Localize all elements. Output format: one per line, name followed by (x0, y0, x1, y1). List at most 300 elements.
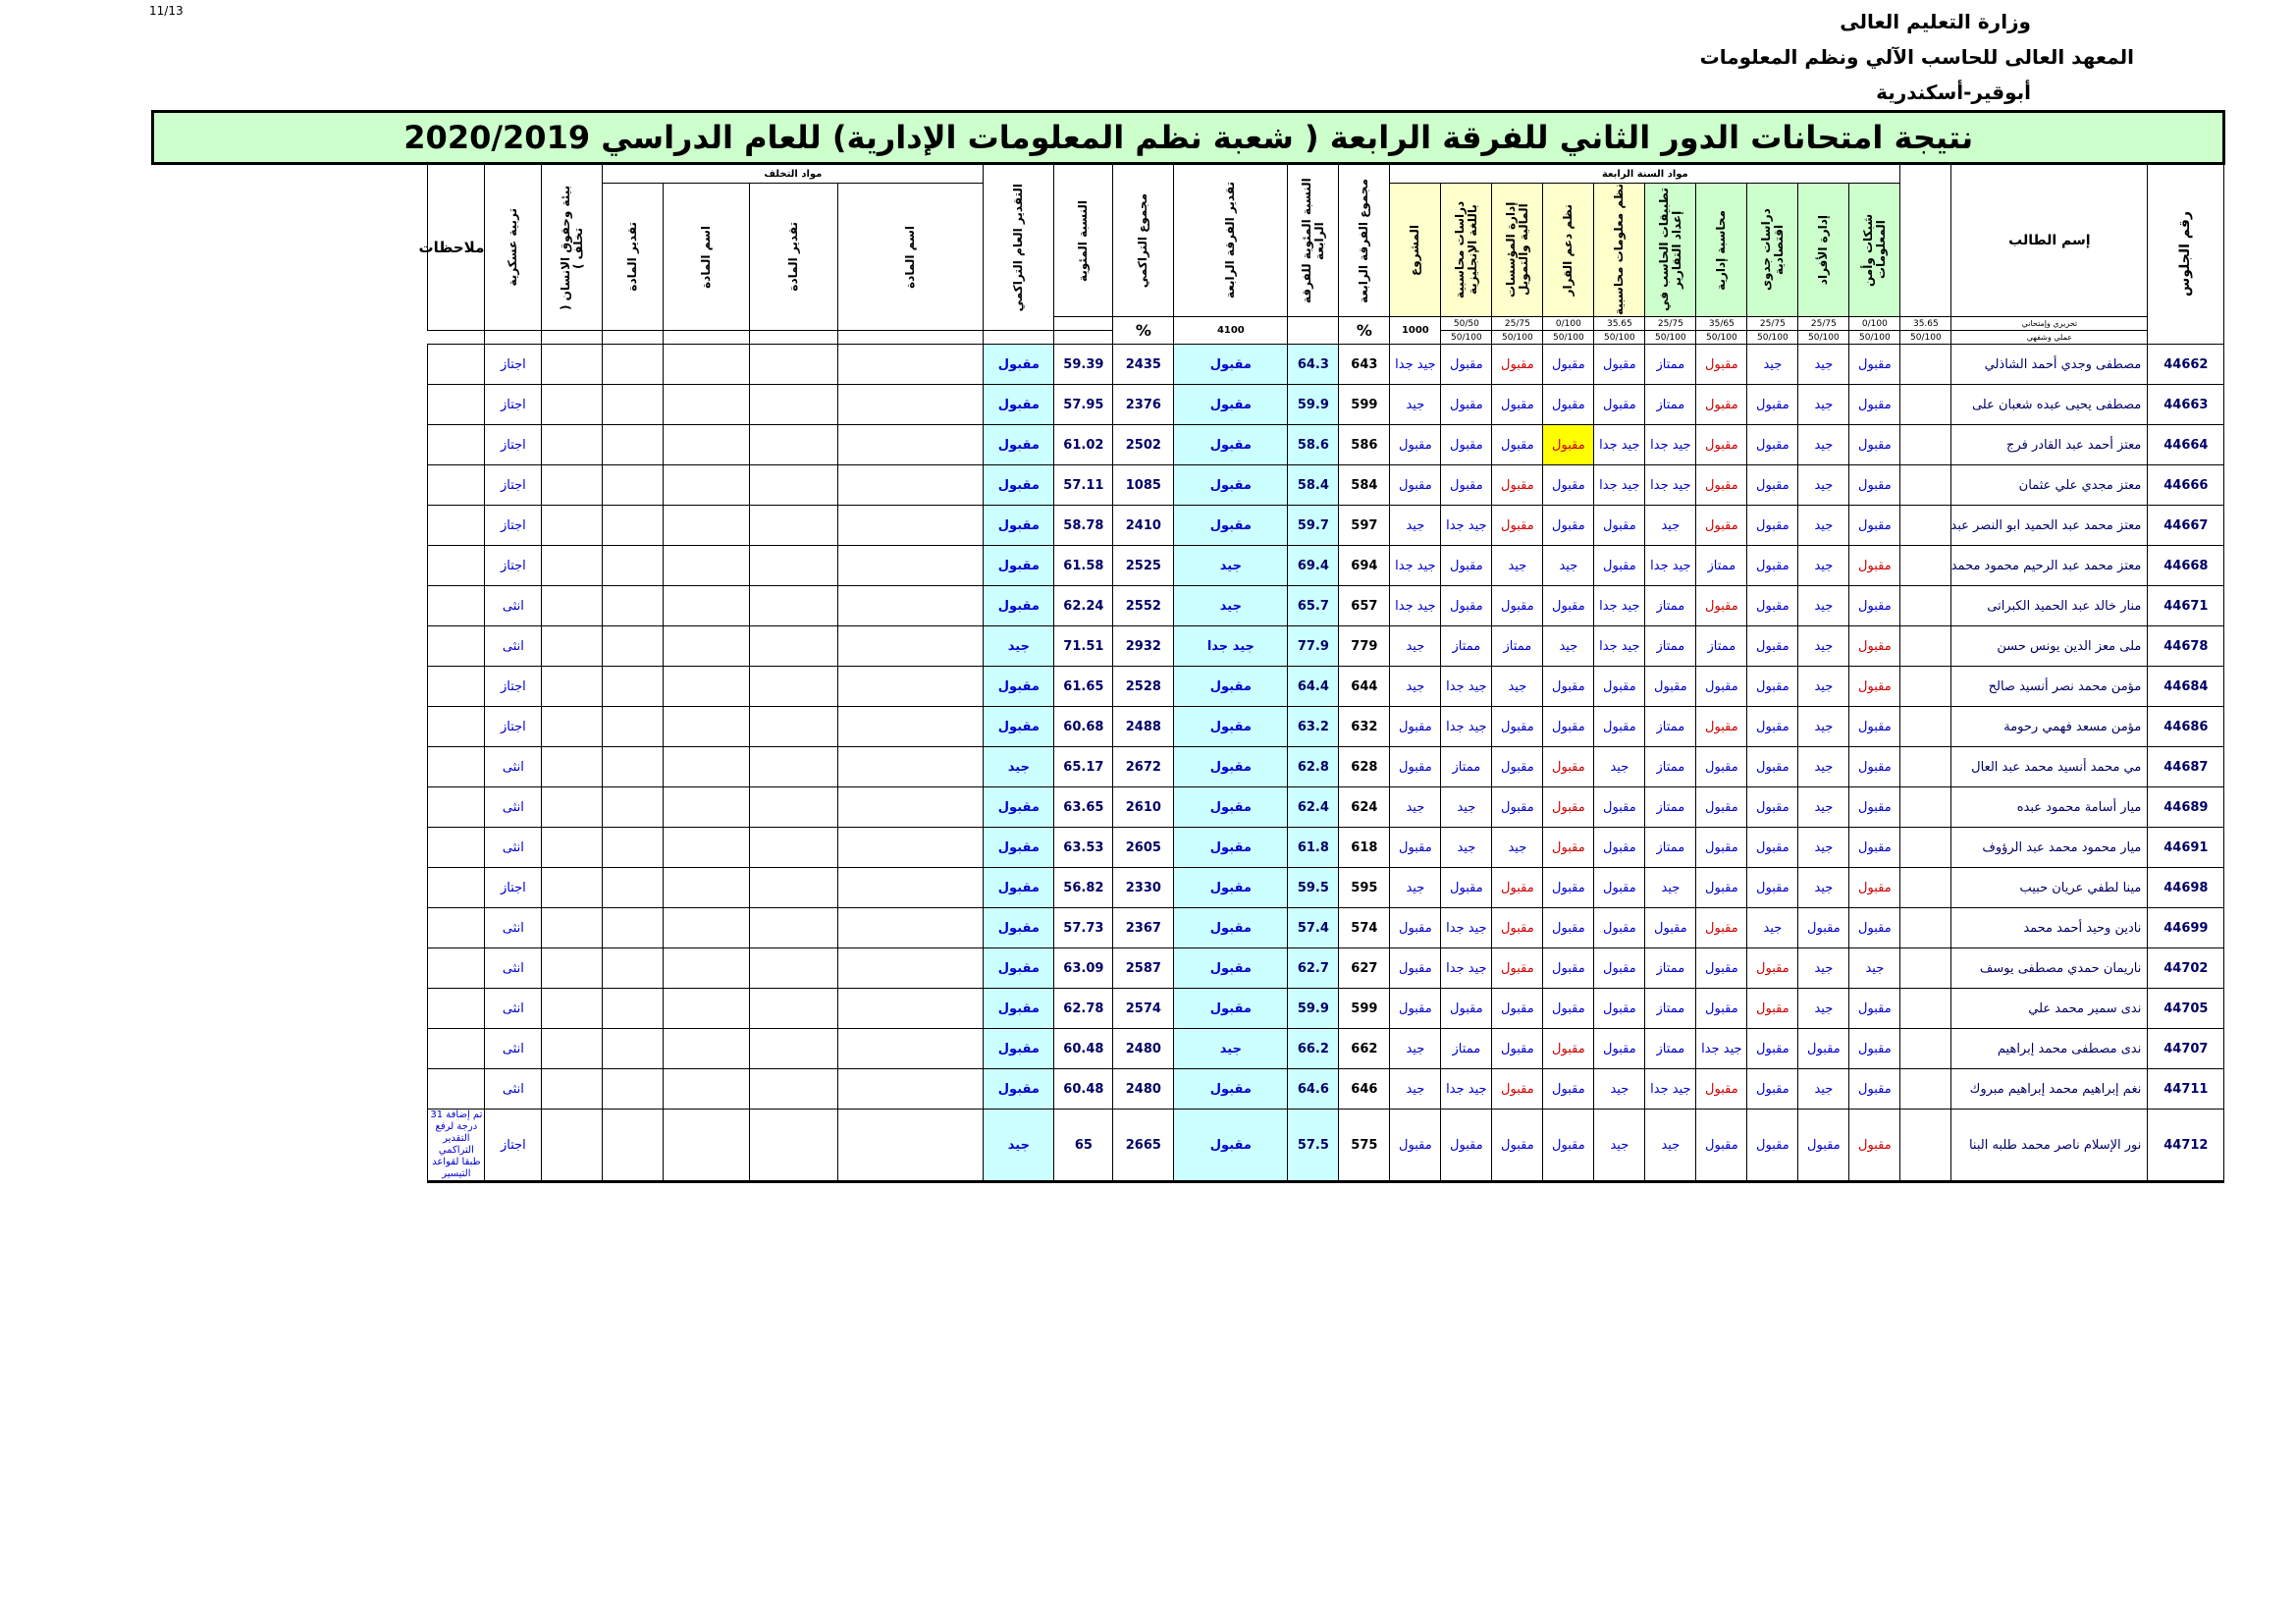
carry-cell (838, 828, 984, 868)
student-name: معتز محمد عبد الحميد ابو النصر عبد (1951, 506, 2148, 546)
subject-grade: مقبول (1696, 586, 1747, 626)
subject-grade: ممتاز (1645, 1029, 1696, 1069)
year-grade: مقبول (1174, 1110, 1288, 1182)
seat-number: 44698 (2148, 868, 2224, 908)
subject-max-written: 25/75 (1492, 317, 1543, 331)
carry-cell (838, 989, 984, 1029)
cumulative-total: 2552 (1113, 586, 1174, 626)
year-total: 624 (1339, 787, 1390, 828)
carry-cell (664, 1110, 750, 1182)
cumulative-total: 1085 (1113, 465, 1174, 506)
subject-grade: مقبول (1543, 1069, 1594, 1110)
cumulative-total: 2480 (1113, 1069, 1174, 1110)
subject-header: المشروع (1390, 184, 1441, 317)
subject-max-written: 0/100 (1849, 317, 1900, 331)
carry-cell (750, 948, 838, 989)
seat-number: 44668 (2148, 546, 2224, 586)
table-row (153, 506, 2224, 546)
subject-header: إدارة المؤسسات المالية والتمويل (1492, 184, 1543, 317)
subject-grade: جيد (1492, 546, 1543, 586)
subject-grade: ممتاز (1696, 626, 1747, 667)
military-status: اجتاز (485, 425, 542, 465)
seat-number: 44662 (2148, 345, 2224, 385)
env-cell (542, 465, 603, 506)
year-percent: 62.4 (1288, 787, 1339, 828)
grade-key-cell (1900, 787, 1951, 828)
subject-grade: ممتاز (1645, 707, 1696, 747)
subject-grade: جيد (1492, 667, 1543, 707)
subject-max-practical: 50/100 (1645, 331, 1696, 345)
carry-cell (603, 626, 664, 667)
carry-cell (750, 1029, 838, 1069)
cumulative-total: 2605 (1113, 828, 1174, 868)
seat-number: 44671 (2148, 586, 2224, 626)
col-name: إسم الطالب (1951, 164, 2148, 317)
cumulative-total: 2525 (1113, 546, 1174, 586)
year-grade: مقبول (1174, 465, 1288, 506)
cumulative-grade: مقبول (984, 989, 1054, 1029)
subject-max-practical: 50/100 (1492, 331, 1543, 345)
year-grade: مقبول (1174, 989, 1288, 1029)
student-name: نغم إبراهيم محمد إبراهيم مبروك (1951, 1069, 2148, 1110)
military-status: اجتاز (485, 667, 542, 707)
subject-grade: جيد (1390, 787, 1441, 828)
subject-max-written: 35/65 (1696, 317, 1747, 331)
cumulative-percent: 60.48 (1054, 1069, 1113, 1110)
grade-key-cell (1900, 546, 1951, 586)
carry-cell (603, 747, 664, 787)
carry-cell (603, 586, 664, 626)
carry-cell (603, 546, 664, 586)
subject-grade: مقبول (1747, 425, 1798, 465)
year-total: 627 (1339, 948, 1390, 989)
cumulative-grade: مقبول (984, 868, 1054, 908)
subject-grade: جيد (1798, 546, 1849, 586)
military-status: اجتاز (485, 707, 542, 747)
subject-grade: ممتاز (1645, 989, 1696, 1029)
subject-grade: مقبول (1747, 1069, 1798, 1110)
subject-grade: ممتاز (1441, 626, 1492, 667)
carry-cell (838, 465, 984, 506)
subject-grade: مقبول (1492, 747, 1543, 787)
env-cell (542, 425, 603, 465)
col-cum-grade: التقدير العام التراكمي (984, 164, 1054, 331)
subject-max-practical: 50/100 (1441, 331, 1492, 345)
year-percent: 64.4 (1288, 667, 1339, 707)
subject-grade: مقبول (1594, 989, 1645, 1029)
seat-number: 44711 (2148, 1069, 2224, 1110)
grade-key-cell (1900, 506, 1951, 546)
env-cell (542, 868, 603, 908)
col-env: بيئة وحقوق الانسان ( تخلف ) (542, 164, 603, 331)
carry-name-1: اسم المادة (838, 184, 984, 331)
subject-grade: ممتاز (1645, 828, 1696, 868)
subject-grade: مقبول (1543, 908, 1594, 948)
cumulative-percent: 60.48 (1054, 1029, 1113, 1069)
subject-grade: مقبول (1492, 948, 1543, 989)
subject-grade: جيد (1798, 828, 1849, 868)
subject-max-practical: 50/100 (1900, 331, 1951, 345)
grade-key-spacer (1900, 164, 1951, 317)
subject-grade: جيد (1645, 868, 1696, 908)
student-name: مي محمد أنسيد محمد عبد العال (1951, 747, 2148, 787)
notes-cell (428, 868, 485, 908)
subject-grade: مقبول (1543, 989, 1594, 1029)
table-row (153, 546, 2224, 586)
notes-cell (428, 546, 485, 586)
seat-number: 44702 (2148, 948, 2224, 989)
subject-grade: مقبول (1696, 747, 1747, 787)
subject-grade: ممتاز (1696, 546, 1747, 586)
carry-cell (603, 506, 664, 546)
subject-grade: مقبول (1594, 948, 1645, 989)
carry-cell (838, 626, 984, 667)
year-percent: 58.6 (1288, 425, 1339, 465)
carry-cell (838, 345, 984, 385)
carry-cell (750, 868, 838, 908)
subject-grade: جيد (1390, 626, 1441, 667)
cumulative-total: 2672 (1113, 747, 1174, 787)
carry-cell (838, 707, 984, 747)
col-year-total: مجموع الفرقة الرابعة (1339, 164, 1390, 317)
subject-grade: مقبول (1849, 989, 1900, 1029)
subject-grade: مقبول (1696, 948, 1747, 989)
cumulative-grade: جيد (984, 747, 1054, 787)
carry-cell (750, 626, 838, 667)
year-total: 657 (1339, 586, 1390, 626)
subject-grade: مقبول (1849, 1069, 1900, 1110)
subject-grade: مقبول (1594, 707, 1645, 747)
cumulative-percent: 56.82 (1054, 868, 1113, 908)
year-total: 599 (1339, 989, 1390, 1029)
spacer (603, 331, 664, 345)
carry-name-2: اسم المادة (664, 184, 750, 331)
year-total: 575 (1339, 1110, 1390, 1182)
carry-cell (750, 425, 838, 465)
cumulative-total: 2528 (1113, 667, 1174, 707)
subject-grade: مقبول (1543, 345, 1594, 385)
spacer (485, 331, 542, 345)
year-total: 644 (1339, 667, 1390, 707)
subject-grade: مقبول (1390, 989, 1441, 1029)
year-grade-spacer (1288, 317, 1339, 345)
carry-cell (750, 586, 838, 626)
subject-max-practical: 50/100 (1543, 331, 1594, 345)
col-year-pct: النسبة المئوية للفرقة الرابعة (1288, 164, 1339, 317)
notes-cell (428, 425, 485, 465)
subject-grade: مقبول (1696, 868, 1747, 908)
subject-grade: مقبول (1849, 828, 1900, 868)
carry-cell (603, 948, 664, 989)
carry-cell (603, 345, 664, 385)
year-total: 586 (1339, 425, 1390, 465)
military-status: انثى (485, 747, 542, 787)
cumulative-total: 2435 (1113, 345, 1174, 385)
year-grade: مقبول (1174, 506, 1288, 546)
subject-grade: مقبول (1849, 868, 1900, 908)
military-status: اجتاز (485, 465, 542, 506)
notes-cell (428, 787, 485, 828)
subject-grade: مقبول (1849, 586, 1900, 626)
student-name: نادين وحيد أحمد محمد (1951, 908, 2148, 948)
year-total: 597 (1339, 506, 1390, 546)
subject-grade: مقبول (1849, 707, 1900, 747)
cumulative-percent: 61.65 (1054, 667, 1113, 707)
cumulative-percent: 65.17 (1054, 747, 1113, 787)
subject-grade: جيد (1798, 747, 1849, 787)
carry-cell (750, 707, 838, 747)
subject-grade: جيد جدا (1645, 1069, 1696, 1110)
student-name: ميار أسامة محمود عبده (1951, 787, 2148, 828)
year-percent: 57.4 (1288, 908, 1339, 948)
cumulative-grade: مقبول (984, 1029, 1054, 1069)
env-cell (542, 908, 603, 948)
subject-grade: مقبول (1747, 1029, 1798, 1069)
seat-number: 44663 (2148, 385, 2224, 425)
env-cell (542, 989, 603, 1029)
grade-key-cell (1900, 667, 1951, 707)
carry-cell (838, 546, 984, 586)
cumulative-grade: جيد (984, 1110, 1054, 1182)
cumulative-grade: مقبول (984, 586, 1054, 626)
year-grade: مقبول (1174, 908, 1288, 948)
subject-grade: مقبول (1492, 425, 1543, 465)
subject-grade: مقبول (1492, 707, 1543, 747)
carry-cell (603, 1029, 664, 1069)
cumulative-percent: 71.51 (1054, 626, 1113, 667)
notes-cell (428, 667, 485, 707)
table-row (153, 626, 2224, 667)
subject-grade: مقبول (1747, 385, 1798, 425)
seat-number: 44667 (2148, 506, 2224, 546)
subject-grade: مقبول (1747, 787, 1798, 828)
grade-key-cell (1900, 1110, 1951, 1182)
subject-grade: ممتاز (1645, 626, 1696, 667)
grade-key-written: تحريري وإمتحاني (1951, 317, 2148, 331)
subject-grade: مقبول (1747, 828, 1798, 868)
carry-cell (664, 908, 750, 948)
spacer (542, 331, 603, 345)
year-percent: 59.9 (1288, 385, 1339, 425)
carry-cell (838, 586, 984, 626)
student-name: مؤمن مسعد فهمي رحومة (1951, 707, 2148, 747)
results-table (151, 110, 2225, 1183)
cum-total-max: 4100 (1174, 317, 1288, 345)
cumulative-grade: مقبول (984, 787, 1054, 828)
year-total: 574 (1339, 908, 1390, 948)
notes-cell (428, 1029, 485, 1069)
grade-key-cell (1900, 948, 1951, 989)
subject-grade: مقبول (1747, 586, 1798, 626)
subject-grade: مقبول (1492, 465, 1543, 506)
military-status: انثى (485, 1069, 542, 1110)
env-cell (542, 626, 603, 667)
subject-grade: ممتاز (1441, 1029, 1492, 1069)
carry-cell (603, 989, 664, 1029)
subject-max-practical: 50/100 (1849, 331, 1900, 345)
col-seat: رقم الجلوس (2148, 164, 2224, 345)
subject-grade: مقبول (1441, 546, 1492, 586)
carry-cell (750, 787, 838, 828)
seat-number: 44678 (2148, 626, 2224, 667)
subject-grade: مقبول (1492, 1069, 1543, 1110)
carry-cell (838, 506, 984, 546)
subject-grade: مقبول (1390, 747, 1441, 787)
spacer (1054, 331, 1113, 345)
subject-grade: مقبول (1849, 425, 1900, 465)
grade-key-cell (1900, 1029, 1951, 1069)
subject-grade: مقبول (1849, 787, 1900, 828)
col-military: تربية عسكرية (485, 164, 542, 331)
institute-line: المعهد العالى للحاسب الآلي ونظم المعلومات (1699, 45, 2134, 69)
subject-grade: مقبول (1543, 385, 1594, 425)
subject-grade: مقبول (1747, 868, 1798, 908)
env-cell (542, 787, 603, 828)
carry-cell (838, 1029, 984, 1069)
student-name: مؤمن محمد نصر أنسيد صالح (1951, 667, 2148, 707)
year-percent: 61.8 (1288, 828, 1339, 868)
subject-grade: جيد (1798, 707, 1849, 747)
table-row (153, 345, 2224, 385)
carry-cell (664, 747, 750, 787)
cumulative-grade: مقبول (984, 828, 1054, 868)
cumulative-grade: مقبول (984, 425, 1054, 465)
subject-grade: مقبول (1543, 948, 1594, 989)
subject-grade: مقبول (1441, 1110, 1492, 1182)
year-grade: مقبول (1174, 425, 1288, 465)
cumulative-percent: 60.68 (1054, 707, 1113, 747)
notes-cell (428, 1069, 485, 1110)
year-percent: 62.7 (1288, 948, 1339, 989)
year-total-max: 1000 (1390, 317, 1441, 345)
ministry-line: وزارة التعليم العالى (1840, 10, 2031, 33)
subject-grade: مقبول (1543, 828, 1594, 868)
carry-cell (664, 345, 750, 385)
subject-grade: مقبول (1696, 667, 1747, 707)
year-percent: 66.2 (1288, 1029, 1339, 1069)
subject-max-written: 25/75 (1747, 317, 1798, 331)
subject-grade: مقبول (1543, 465, 1594, 506)
subject-grade: جيد (1747, 908, 1798, 948)
subject-grade: مقبول (1798, 1029, 1849, 1069)
carry-cell (603, 868, 664, 908)
subject-grade: جيد (1798, 506, 1849, 546)
col-cum-total: مجموع التراكمي (1113, 164, 1174, 317)
env-cell (542, 586, 603, 626)
subject-grade: مقبول (1594, 787, 1645, 828)
carry-cell (603, 1110, 664, 1182)
seat-number: 44707 (2148, 1029, 2224, 1069)
notes-cell (428, 989, 485, 1029)
env-cell (542, 948, 603, 989)
cumulative-grade: مقبول (984, 707, 1054, 747)
spacer (664, 331, 750, 345)
carry-cell (603, 787, 664, 828)
student-name: منار خالد عبد الحميد الكبراتى (1951, 586, 2148, 626)
military-status: اجتاز (485, 868, 542, 908)
page-number: 11/13 (149, 4, 184, 18)
seat-number: 44689 (2148, 787, 2224, 828)
table-row (153, 1110, 2224, 1182)
year-percent: 62.8 (1288, 747, 1339, 787)
subject-grade: مقبول (1543, 667, 1594, 707)
spacer (750, 331, 838, 345)
year-total: 618 (1339, 828, 1390, 868)
subject-grade: مقبول (1849, 908, 1900, 948)
carry-cell (838, 868, 984, 908)
subject-max-practical: 50/100 (1798, 331, 1849, 345)
cumulative-total: 2610 (1113, 787, 1174, 828)
notes-cell (428, 908, 485, 948)
subject-grade: جيد جدا (1594, 425, 1645, 465)
grade-key-cell (1900, 747, 1951, 787)
year-percent: 65.7 (1288, 586, 1339, 626)
subject-grade: مقبول (1492, 506, 1543, 546)
subject-grade: مقبول (1798, 1110, 1849, 1182)
carry-cell (750, 546, 838, 586)
military-status: انثى (485, 586, 542, 626)
table-row (153, 1029, 2224, 1069)
carry-cell (603, 425, 664, 465)
subject-grade: مقبول (1543, 1029, 1594, 1069)
env-cell (542, 1029, 603, 1069)
table-row (153, 989, 2224, 1029)
subject-grade: مقبول (1696, 425, 1747, 465)
subject-grade: جيد (1849, 948, 1900, 989)
subject-grade: مقبول (1594, 506, 1645, 546)
grade-key-cell (1900, 345, 1951, 385)
subject-grade: مقبول (1594, 546, 1645, 586)
notes-cell (428, 586, 485, 626)
subject-grade: ممتاز (1492, 626, 1543, 667)
cum-pct-unit: % (1113, 317, 1174, 345)
table-row (153, 908, 2224, 948)
env-cell (542, 1069, 603, 1110)
seat-number: 44687 (2148, 747, 2224, 787)
subject-grade: مقبول (1594, 385, 1645, 425)
student-name: ندى مصطفى محمد إبراهيم (1951, 1029, 2148, 1069)
carry-cell (750, 1110, 838, 1182)
notes-cell (428, 345, 485, 385)
year-total: 643 (1339, 345, 1390, 385)
year-total: 779 (1339, 626, 1390, 667)
table-row (153, 787, 2224, 828)
subject-grade: جيد (1798, 1069, 1849, 1110)
cumulative-percent: 63.53 (1054, 828, 1113, 868)
year-grade: جيد (1174, 546, 1288, 586)
student-name: معتز أحمد عبد القادر فرج (1951, 425, 2148, 465)
cumulative-total: 2574 (1113, 989, 1174, 1029)
subject-grade: مقبول (1696, 345, 1747, 385)
subject-grade: جيد (1390, 1029, 1441, 1069)
env-cell (542, 345, 603, 385)
cumulative-grade: مقبول (984, 546, 1054, 586)
subject-grade: جيد (1645, 1110, 1696, 1182)
subject-max-written: 0/100 (1543, 317, 1594, 331)
subject-grade: مقبول (1390, 828, 1441, 868)
subject-grade: مقبول (1441, 586, 1492, 626)
subject-header: إدارة الأفراد (1798, 184, 1849, 317)
cumulative-total: 2488 (1113, 707, 1174, 747)
subject-grade: مقبول (1543, 747, 1594, 787)
subject-grade: مقبول (1747, 948, 1798, 989)
carry-cell (838, 948, 984, 989)
carry-cell (603, 828, 664, 868)
student-name: ميار محمود محمد عبد الرؤوف (1951, 828, 2148, 868)
location-line: أبوقير-أسكندرية (1876, 81, 2031, 104)
subject-grade: ممتاز (1645, 345, 1696, 385)
subject-header: تطبيقات الحاسب في إعداد التقارير (1645, 184, 1696, 317)
